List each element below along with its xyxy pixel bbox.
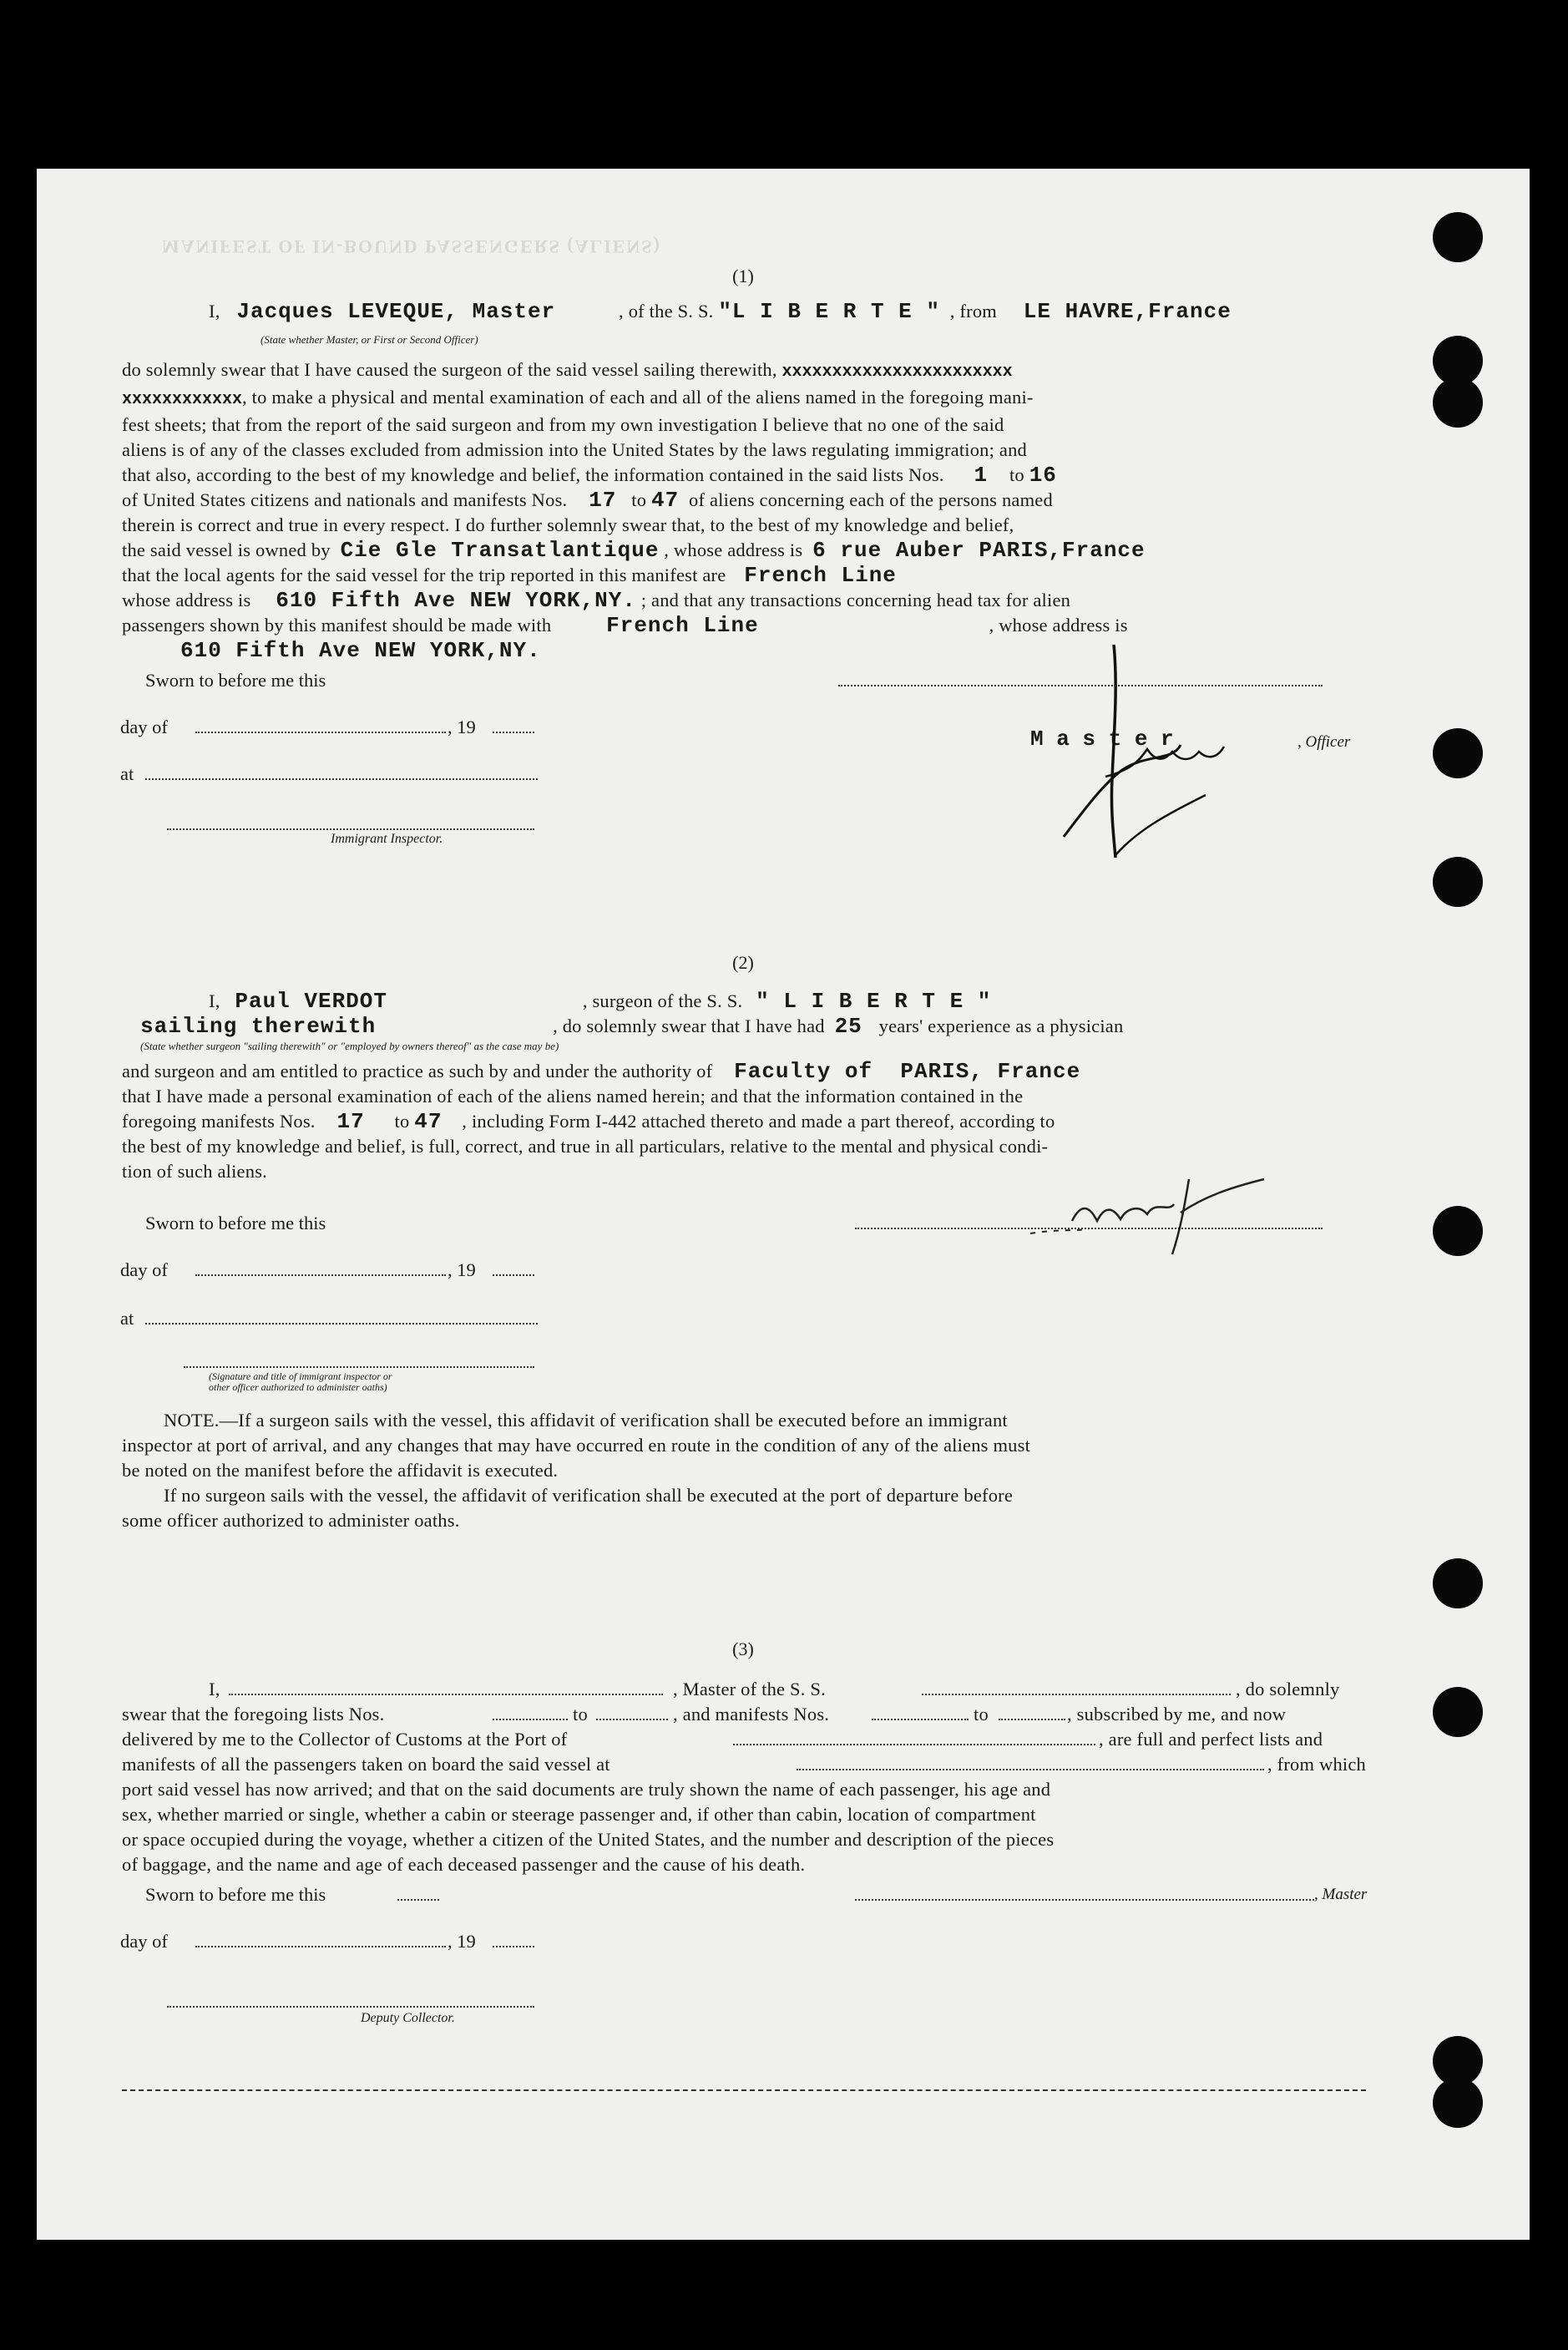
surgeon-ship: " L I B E R T E " [756, 989, 992, 1014]
sworn-label-3: Sworn to before me this [145, 1884, 326, 1905]
punch-hole [1433, 1687, 1483, 1737]
section-2-body: and surgeon and am entitled to practice as such by and under the authority of Faculty of PARIS, France that I have made a personal examination of each of the aliens named herein; and that the information contained in the foregoing manifests Nos. 17 to 47 , including Form I-442 attached thereto and made a part thereof, according to the best of my knowledge and belief, is full, correct, and true in all particulars, relative to the mental and physical condi- tion of such aliens. [122, 1059, 1081, 1182]
section-1-number: (1) [732, 266, 754, 286]
s3-man-to-line [999, 1719, 1065, 1720]
at-label-1: at [120, 763, 134, 784]
inspector-line-1 [167, 828, 534, 830]
day-line-2 [195, 1274, 446, 1276]
authority: Faculty of PARIS, France [734, 1059, 1081, 1084]
year-line-3 [493, 1946, 534, 1947]
at-line-2 [145, 1323, 538, 1324]
bottom-rule [122, 2089, 1366, 2091]
struck-text-1: xxxxxxxxxxxxxxxxxxxxxxx [781, 362, 1013, 382]
section-2-number: (2) [732, 952, 754, 973]
s3-lists-to-line [596, 1719, 668, 1720]
port-from: LE HAVRE,France [1023, 299, 1232, 324]
day-of-label-1: day of [120, 717, 168, 737]
punch-hole [1433, 2078, 1483, 2128]
punch-hole [1433, 377, 1483, 428]
day-line-3 [195, 1946, 446, 1947]
s3-port-line [733, 1744, 1095, 1745]
surgeon-name: Paul VERDOT [235, 989, 387, 1014]
day-of-label-2: day of [120, 1259, 168, 1280]
master-title: M a s t e r [1030, 727, 1174, 752]
manifests-to: 47 [650, 488, 680, 513]
section-3-number: (3) [732, 1638, 754, 1659]
head-tax-with: French Line [606, 613, 759, 638]
officer-label: , Officer [1297, 733, 1351, 751]
inspector-caption-1: Immigrant Inspector. [331, 832, 443, 846]
sworn-label-2: Sworn to before me this [145, 1213, 326, 1233]
surgeon-manifests-to: 47 [414, 1109, 443, 1134]
day-line-1 [195, 732, 446, 733]
agents-address: 610 Fifth Ave NEW YORK,NY. [276, 588, 636, 613]
section-1-body: do solemnly swear that I have caused the surgeon of the said vessel sailing therewith, xxxxxxxxxxxxxxxxxxxxxxx xxxxxxxxxxxx, to make a physical and mental examination of each and all of the aliens named in the foregoing mani- fest sheets; that from the report of the said surgeon and from my own investigation I believe that no one of the said aliens is of any of the classes excluded from admission into the United States by the laws regulating immigration; and that also, according to the best of my knowledge and belief, the information contained in the said lists Nos. 1 to 16 of United States citizens and nationals and manifests Nos. 17 to 47 of aliens concerning each of the persons named therein is correct and true in every respect. I do further solemnly swear that, to the best of my knowledge and belief, the said vessel is owned by Cie Gle Transatlantique , whose address is 6 rue Auber PARIS,France that the local agents for the said vessel for the trip reported in this manifest are French Line whose address is 610 Fifth Ave NEW YORK,NY. ; and that any transactions concerning head tax for alien passengers shown by this manifest should be made with French Line , whose address is 610 Fifth Ave NEW YORK,NY. [122, 359, 1146, 663]
section-1-text: I, Jacques LEVEQUE, Master , of the S. S. "L I B E R T E " , from LE HAVRE,France [209, 299, 1232, 324]
sig-caption-2: (Signature and title of immigrant inspector or other officer authorized to administer oaths) [209, 1370, 392, 1393]
sworn-line-3 [397, 1899, 439, 1901]
sail-caption: (State whether surgeon "sailing therewith" or "employed by owners thereof" as the case may be) [140, 1040, 559, 1052]
surgeon-signature [1022, 1162, 1339, 1263]
section-2-text: I, Paul VERDOT , surgeon of the S. S. " L I B E R T E " sailing therewith , do solemnly swear that I have had 25 years' experience as a physician [140, 989, 1124, 1039]
lists-from: 1 [974, 463, 989, 488]
head-tax-address: 610 Fifth Ave NEW YORK,NY. [180, 638, 541, 663]
s3-ship-line [922, 1694, 1231, 1695]
s3-lists-from-line [493, 1719, 568, 1720]
at-line-1 [145, 778, 538, 780]
s3-name-line [229, 1694, 663, 1695]
year-label-1: , 19 [448, 717, 476, 737]
punch-hole [1433, 857, 1483, 907]
punch-hole [1433, 1558, 1483, 1608]
master-name: Jacques LEVEQUE, Master [236, 299, 556, 324]
note-block: NOTE.—If a surgeon sails with the vessel, this affidavit of verification shall be executed before an immigrant inspector at port of arrival, and any changes that may have occurred en route in the condition of any of the aliens must be noted on the manifest before the affidavit is executed. If no surgeon sails with the vessel, the affidavit of verification shall be executed at the port of departure before some officer authorized to administer oaths. [122, 1410, 1031, 1531]
manifest-page [37, 169, 1530, 2240]
owner-address: 6 rue Auber PARIS,France [812, 538, 1146, 563]
s3-man-from-line [872, 1719, 969, 1720]
punch-hole [1433, 212, 1483, 262]
ship-name: "L I B E R T E " [718, 299, 940, 324]
year-line-2 [493, 1274, 534, 1276]
master-label-3: , Master [1314, 1886, 1368, 1903]
manifests-from: 17 [589, 488, 617, 513]
punch-hole [1433, 728, 1483, 778]
lists-to: 16 [1029, 463, 1057, 488]
inspector-line-2 [184, 1366, 534, 1368]
year-line-1 [493, 732, 534, 733]
sworn-label-1: Sworn to before me this [145, 670, 326, 691]
punch-hole [1433, 1206, 1483, 1256]
master-signature [1014, 636, 1297, 887]
at-label-2: at [120, 1308, 134, 1329]
collector-caption: Deputy Collector. [361, 2011, 455, 2025]
sailing-therewith: sailing therewith [140, 1014, 377, 1039]
local-agents: French Line [744, 563, 897, 588]
section-3-text: I, , Master of the S. S. , do solemnly swear that the foregoing lists Nos. to , and manifests Nos. to , subscribed by me, and now delivered by me to the Collector of Customs at the Port of , are full and perfect lists and manifests of all the passengers taken on board the said vessel at , from which port said vessel has now arrived; and that on the said documents are truly shown the name of each passenger, his age and sex, whether married or single, whether a cabin or steerage passenger and, if other than cabin, location of compartment or space occupied during the voyage, whether a citizen of the United States, and the number and description of the pieces of baggage, and the name and age of each deceased passenger and the cause of his death. [122, 1679, 1366, 1875]
struck-text-2: xxxxxxxxxxxx [122, 390, 243, 409]
years-experience: 25 [834, 1014, 862, 1039]
rank-caption: (State whether Master, or First or Second Officer) [260, 333, 478, 346]
surgeon-manifests-from: 17 [336, 1109, 365, 1134]
day-of-label-3: day of [120, 1931, 168, 1952]
collector-line [167, 2006, 534, 2008]
s3-vessel-at-line [797, 1769, 1264, 1770]
year-label-3: , 19 [448, 1931, 476, 1952]
faint-header: MANIFEST OF IN-BOUND PASSENGERS (ALIENS) [162, 236, 661, 257]
year-label-2: , 19 [448, 1259, 476, 1280]
owner-name: Cie Gle Transatlantique [340, 538, 660, 563]
sig-line-3 [855, 1899, 1314, 1901]
